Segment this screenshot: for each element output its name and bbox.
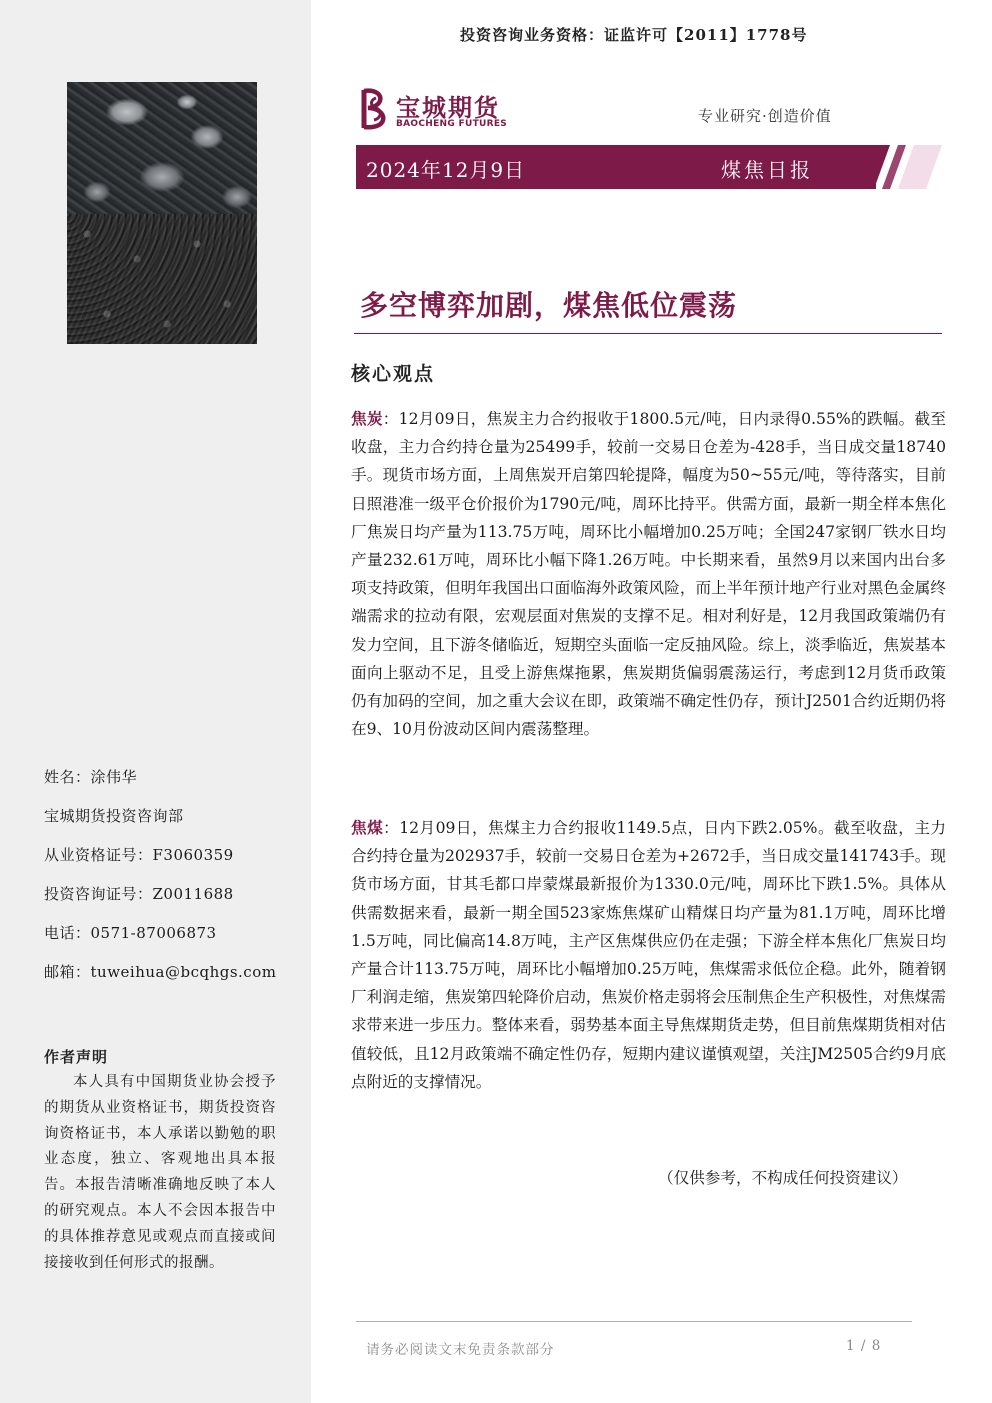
slogan: 专业研究·创造价值 bbox=[698, 107, 832, 125]
author-consulting-no: 投资咨询证号：Z0011688 bbox=[44, 885, 234, 903]
coke-lead: 焦炭 bbox=[351, 409, 383, 428]
coking-coal-text: ：12月09日，焦煤主力合约报收1149.5点，日内下跌2.05%。截至收盘，主力合约持仓量为202937手，较前一交易日仓差为+2672手，当日成交量141743手。现货市场方面，甘其毛都口岸蒙煤最新报价为1330.0元/吨，周环比下跌1.5%。具体从供需数据来看，最新一期全国523家炼焦煤矿山精煤日均产量为81.1万吨，周环比增1.5万吨，同比偏高14.8万吨，主产区焦煤供应仍在走强；下游全样本焦化厂焦炭日均产量合计113.75万吨，周环比小幅增加0.25万吨，焦煤需求低位企稳。此外，随着钢厂利润走缩，焦炭第四轮降价启动，焦炭价格走弱将会压制焦企生产积极性，对焦煤需求带来进一步压力。整体来看，弱势基本面主导焦煤期货走势，但目前焦煤期货相对估值较低，且12月政策端不确定性仍存，短期内建议谨慎观望，关注JM2505合约9月底点附近的支撑情况。 bbox=[351, 819, 946, 1091]
logo-english-name: BAOCHENG FUTURES bbox=[396, 119, 508, 129]
coking-coal-lead: 焦煤 bbox=[351, 818, 384, 837]
page-number: 1 / 8 bbox=[846, 1338, 882, 1354]
coke-paragraph bbox=[351, 405, 946, 743]
report-name: 煤焦日报 bbox=[721, 158, 813, 182]
date-banner bbox=[356, 145, 876, 189]
author-department: 宝城期货投资咨询部 bbox=[44, 807, 184, 825]
footer-divider bbox=[356, 1321, 912, 1322]
core-view-heading: 核心观点 bbox=[351, 363, 436, 385]
author-email[interactable]: 邮箱：tuweihua@bcqhgs.com bbox=[44, 963, 277, 981]
footer-note: 请务必阅读文末免责条款部分 bbox=[366, 1342, 555, 1358]
author-phone: 电话：0571-87006873 bbox=[44, 924, 217, 942]
author-name: 姓名：涂伟华 bbox=[44, 768, 138, 786]
coal-photo-top bbox=[67, 82, 257, 214]
banner-stripes-icon bbox=[860, 145, 942, 189]
declaration-heading: 作者声明 bbox=[44, 1048, 109, 1066]
title-divider bbox=[354, 333, 942, 334]
investment-disclaimer: （仅供参考，不构成任何投资建议） bbox=[658, 1169, 908, 1187]
company-logo bbox=[356, 84, 526, 134]
coal-photo-bottom bbox=[67, 214, 257, 344]
author-qualification-no: 从业资格证号：F3060359 bbox=[44, 846, 234, 864]
declaration-body: 本人具有中国期货业协会授予的期货从业资格证书，期货投资咨询资格证书，本人承诺以勤勉的职业态度，独立、客观地出具本报告。本报告清晰准确地反映了本人的研究观点。本人不会因本报告中的具体推荐意见或观点而直接或间接接收到任何形式的报酬。 bbox=[44, 1074, 276, 1271]
logo-chinese-name: 宝城期货 bbox=[396, 94, 500, 122]
report-date: 2024年12月9日 bbox=[366, 158, 526, 182]
coking-coal-paragraph bbox=[351, 814, 946, 1096]
report-title: 多空博弈加剧，煤焦低位震荡 bbox=[360, 289, 738, 322]
logo-mark-icon bbox=[356, 86, 392, 132]
qualification-line: 投资咨询业务资格：证监许可【2011】1778号 bbox=[460, 26, 808, 44]
coke-text: ：12月09日，焦炭主力合约报收于1800.5元/吨，日内录得0.55%的跌幅。截至收盘，主力合约持仓量为25499手，较前一交易日仓差为-428手，当日成交量18740手。现货市场方面，上周焦炭开启第四轮提降，幅度为50~55元/吨，等待落实，目前日照港准一级平仓价报价为1790元/吨，周环比持平。供需方面，最新一期全样本焦化厂焦炭日均产量为113.75万吨，周环比小幅增加0.25万吨；全国247家钢厂铁水日均产量232.61万吨，周环比小幅下降1.26万吨。中长期来看，虽然9月以来国内出台多项支持政策，但明年我国出口面临海外政策风险，而上半年预计地产行业对黑色金属终端需求的拉动有限，宏观层面对焦炭的支撑不足。相对利好是，12月我国政策端仍有发力空间，且下游冬储临近，短期空头面临一定反抽风险。综上，淡季临近，焦炭基本面向上驱动不足，且受上游焦煤拖累，焦炭期货偏弱震荡运行，考虑到12月货币政策仍有加码的空间，加之重大会议在即，政策端不确定性仍存，预计J2501合约近期仍将在9、10月份波动区间内震荡整理。 bbox=[351, 410, 946, 739]
